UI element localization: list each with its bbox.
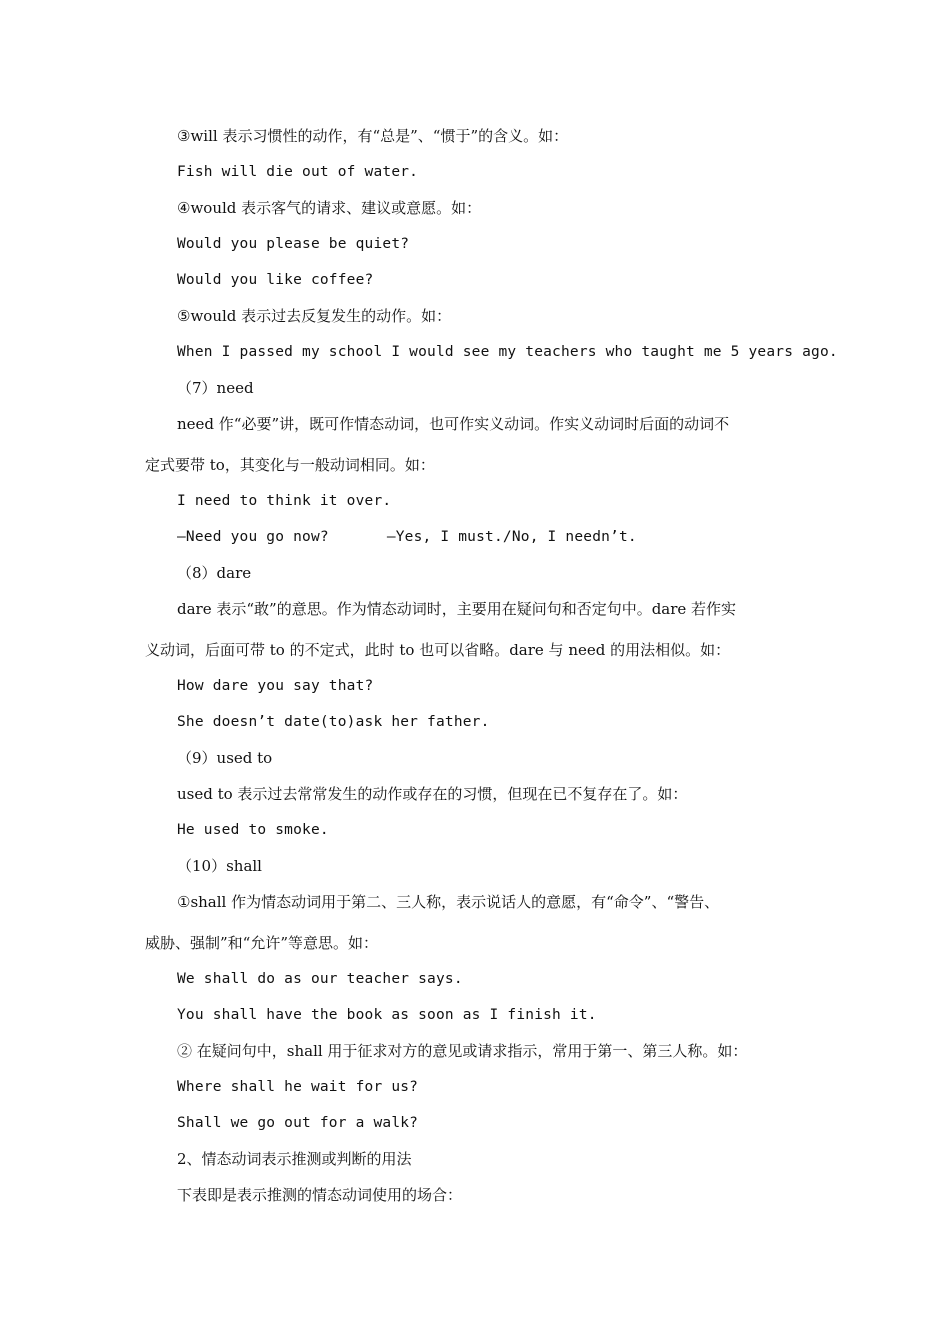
example-sentence: When I passed my school I would see my teachers who taught me 5 years ago. — [177, 344, 838, 360]
example-sentence: How dare you say that? — [177, 678, 374, 694]
example-sentence: Shall we go out for a walk? — [177, 1115, 419, 1131]
text-line: 义动词，后面可带 to 的不定式，此时 to 也可以省略。dare 与 need 的用法相似。如： — [145, 641, 731, 659]
section-heading: （9）used to — [177, 749, 273, 767]
dialogue-question: —Need you go now? — [177, 529, 329, 545]
text-line: ④would 表示客气的请求、建议或意愿。如： — [177, 199, 482, 217]
example-sentence: Would you like coffee? — [177, 272, 374, 288]
example-dialogue — [177, 527, 637, 547]
example-sentence: I need to think it over. — [177, 493, 392, 509]
text-line: ② 在疑问句中，shall 用于征求对方的意见或请求指示，常用于第一、第三人称。如： — [177, 1042, 748, 1060]
section-heading: （10）shall — [177, 857, 262, 875]
example-sentence: You shall have the book as soon as I finish it. — [177, 1007, 597, 1023]
text-line: ①shall 作为情态动词用于第二、三人称，表示说话人的意愿，有“命令”、“警告、 — [177, 893, 720, 911]
section-heading: （8）dare — [177, 564, 252, 582]
text-line: ⑤would 表示过去反复发生的动作。如： — [177, 307, 452, 325]
text-line: ③will 表示习惯性的动作，有“总是”、“惯于”的含义。如： — [177, 127, 569, 145]
example-sentence: Where shall he wait for us? — [177, 1079, 419, 1095]
text-line: dare 表示“敢”的意思。作为情态动词时，主要用在疑问句和否定句中。dare 若作实 — [177, 600, 737, 618]
text-line: 下表即是表示推测的情态动词使用的场合： — [177, 1186, 463, 1204]
example-sentence: He used to smoke. — [177, 822, 329, 838]
text-line: 威胁、强制”和“允许”等意思。如： — [145, 934, 379, 952]
section-heading: 2、情态动词表示推测或判断的用法 — [177, 1150, 412, 1168]
text-line: used to 表示过去常常发生的动作或存在的习惯，但现在已不复存在了。如： — [177, 785, 688, 803]
example-sentence: She doesn’t date(to)ask her father. — [177, 714, 490, 730]
dialogue-answer: —Yes, I must./No, I needn’t. — [386, 529, 637, 545]
text-line: 定式要带 to，其变化与一般动词相同。如： — [145, 456, 435, 474]
example-sentence: Would you please be quiet? — [177, 236, 410, 252]
example-sentence: We shall do as our teacher says. — [177, 971, 463, 987]
text-line: need 作“必要”讲，既可作情态动词，也可作实义动词。作实义动词时后面的动词不 — [177, 415, 730, 433]
section-heading: （7）need — [177, 379, 254, 397]
example-sentence: Fish will die out of water. — [177, 164, 419, 180]
